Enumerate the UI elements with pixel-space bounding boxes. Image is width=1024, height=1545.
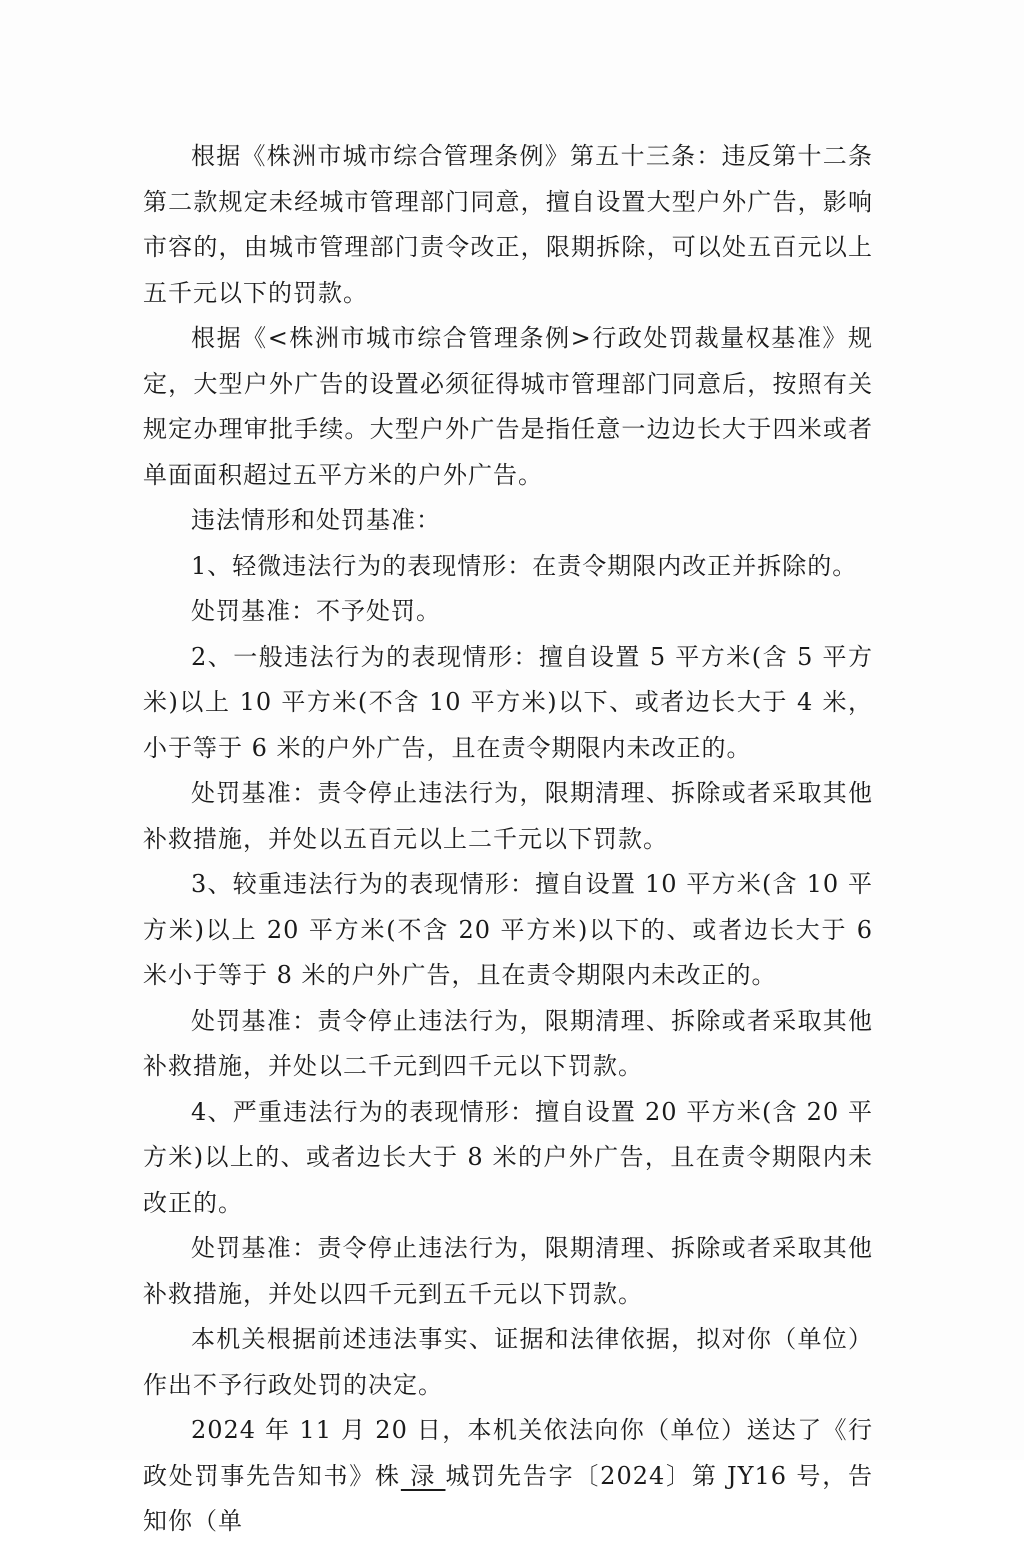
document-body <box>143 134 873 1545</box>
paragraph-severe-penalty: 处罚基准：责令停止违法行为，限期清理、拆除或者采取其他补救措施，并处以四千元到五千元以下罚款。 <box>143 1234 873 1308</box>
paragraph-decision: 本机关根据前述违法事实、证据和法律依据，拟对你（单位）作出不予行政处罚的决定。 <box>143 1325 873 1399</box>
notice-text-after: 城罚先告字〔2024〕第 JY16 号，告知你（单 <box>143 1461 874 1535</box>
paragraph-general-penalty: 处罚基准：责令停止违法行为，限期清理、拆除或者采取其他补救措施，并处以五百元以上二千元以下罚款。 <box>143 779 873 853</box>
paragraph-minor-penalty: 处罚基准：不予处罚。 <box>191 597 441 625</box>
paragraph-legal-basis-discretion: 根据《<株洲市城市综合管理条例>行政处罚裁量权基准》规定，大型户外广告的设置必须征得城市管理部门同意后，按照有关规定办理审批手续。大型户外广告是指任意一边边长大于四米或者单面面积超过五平方米的户外广告。 <box>143 324 873 489</box>
paragraph-general-violation: 2、一般违法行为的表现情形：擅自设置 5 平方米(含 5 平方米)以上 10 平方米(不含 10 平方米)以下、或者边长大于 4 米，小于等于 6 米的户外广告，且在责令期限内未改正的。 <box>143 642 873 762</box>
paragraph-serious-violation: 3、较重违法行为的表现情形：擅自设置 10 平方米(含 10 平方米)以上 20 平方米(不含 20 平方米)以下的、或者边长大于 6 米小于等于 8 米的户外广告，且在责令期限内未改正的。 <box>143 870 873 989</box>
paragraph-severe-violation: 4、严重违法行为的表现情形：擅自设置 20 平方米(含 20 平方米)以上的、或者边长大于 8 米的户外广告，且在责令期限内未改正的。 <box>143 1097 873 1217</box>
paragraph-serious-penalty: 处罚基准：责令停止违法行为，限期清理、拆除或者采取其他补救措施，并处以二千元到四千元以下罚款。 <box>143 1006 873 1080</box>
notice-district-code: 渌 <box>400 1461 446 1490</box>
paragraph-violation-heading: 违法情形和处罚基准： <box>191 506 441 534</box>
paragraph-minor-violation: 1、轻微违法行为的表现情形：在责令期限内改正并拆除的。 <box>191 551 858 580</box>
notice-text-before: 2024 年 11 月 20 日，本机关依法向你（单位）送达了《行政处罚事先告知书》株 <box>143 1416 873 1490</box>
paragraph-legal-basis-regulation: 根据《株洲市城市综合管理条例》第五十三条：违反第十二条第二款规定未经城市管理部门同意，擅自设置大型户外广告，影响市容的，由城市管理部门责令改正，限期拆除，可以处五百元以上五千元以下的罚款。 <box>143 142 873 307</box>
paragraph-notice-served <box>143 1408 873 1545</box>
